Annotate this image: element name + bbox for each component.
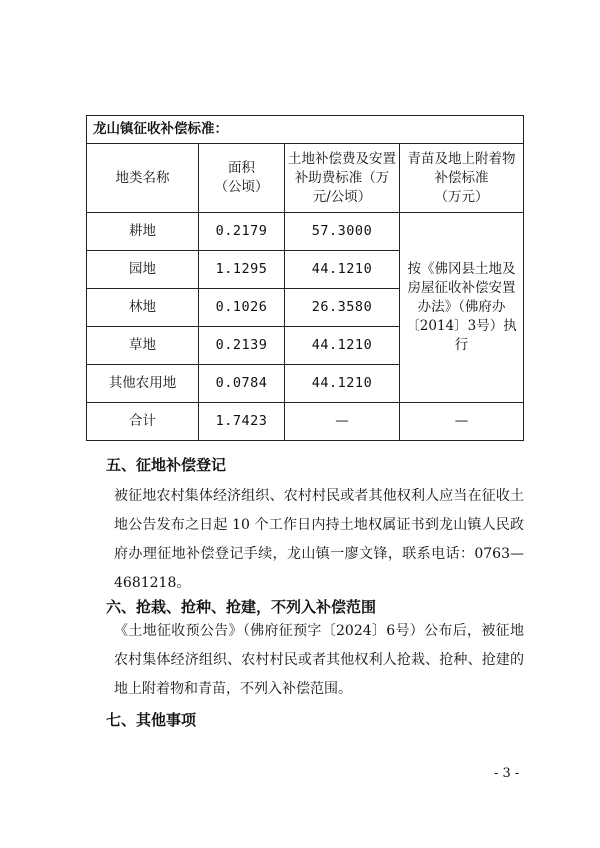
section-7-heading: 七、其他事项 xyxy=(106,711,197,729)
header-land-compensation: 土地补偿费及安置补助费标准（万元/公顷） xyxy=(285,144,400,213)
area-cell: 1.1295 xyxy=(199,251,285,289)
land-type-cell: 林地 xyxy=(87,289,199,327)
section-5-body xyxy=(86,482,524,598)
land-type-cell: 园地 xyxy=(87,251,199,289)
section-5-text: 被征地农村集体经济组织、农村村民或者其他权利人应当在征收土地公告发布之日起 10 个工作日内持土地权属证书到龙山镇人民政府办理征地补偿登记手续，龙山镇一廖文锋，联系电话：0763—4681218。 xyxy=(114,488,524,591)
header-land-type: 地类名称 xyxy=(87,144,199,213)
land-type-cell: 耕地 xyxy=(87,213,199,251)
section-6-text: 《土地征收预公告》（佛府征预字〔2024〕6号）公布后，被征地农村集体经济组织、农村村民或者其他权利人抢栽、抢种、抢建的地上附着物和青苗，不列入补偿范围。 xyxy=(114,623,524,697)
compensation-table xyxy=(86,115,524,441)
area-cell: 0.2139 xyxy=(199,327,285,365)
total-area: 1.7423 xyxy=(199,403,285,441)
header-crop-compensation: 青苗及地上附着物补偿标准 （万元） xyxy=(400,144,524,213)
total-crop: — xyxy=(400,403,524,441)
rate-cell: 44.1210 xyxy=(285,327,400,365)
rate-cell: 44.1210 xyxy=(285,251,400,289)
land-type-cell: 草地 xyxy=(87,327,199,365)
total-rate: — xyxy=(285,403,400,441)
page-number: - 3 - xyxy=(494,766,520,781)
table-row xyxy=(87,213,524,251)
rate-cell: 57.3000 xyxy=(285,213,400,251)
area-cell: 0.0784 xyxy=(199,365,285,403)
land-type-cell: 其他农用地 xyxy=(87,365,199,403)
section-6-body xyxy=(86,617,524,704)
crop-standard-note: 按《佛冈县土地及房屋征收补偿安置办法》（佛府办〔2014〕3号）执行 xyxy=(400,213,524,403)
section-6-heading: 六、抢栽、抢种、抢建，不列入补偿范围 xyxy=(106,598,377,616)
header-area: 面积 （公顷） xyxy=(199,144,285,213)
area-cell: 0.1026 xyxy=(199,289,285,327)
table-total-row xyxy=(87,403,524,441)
section-5-heading: 五、征地补偿登记 xyxy=(106,456,227,474)
rate-cell: 44.1210 xyxy=(285,365,400,403)
table-caption: 龙山镇征收补偿标准： xyxy=(87,116,524,144)
total-label: 合计 xyxy=(87,403,199,441)
area-cell: 0.2179 xyxy=(199,213,285,251)
rate-cell: 26.3580 xyxy=(285,289,400,327)
